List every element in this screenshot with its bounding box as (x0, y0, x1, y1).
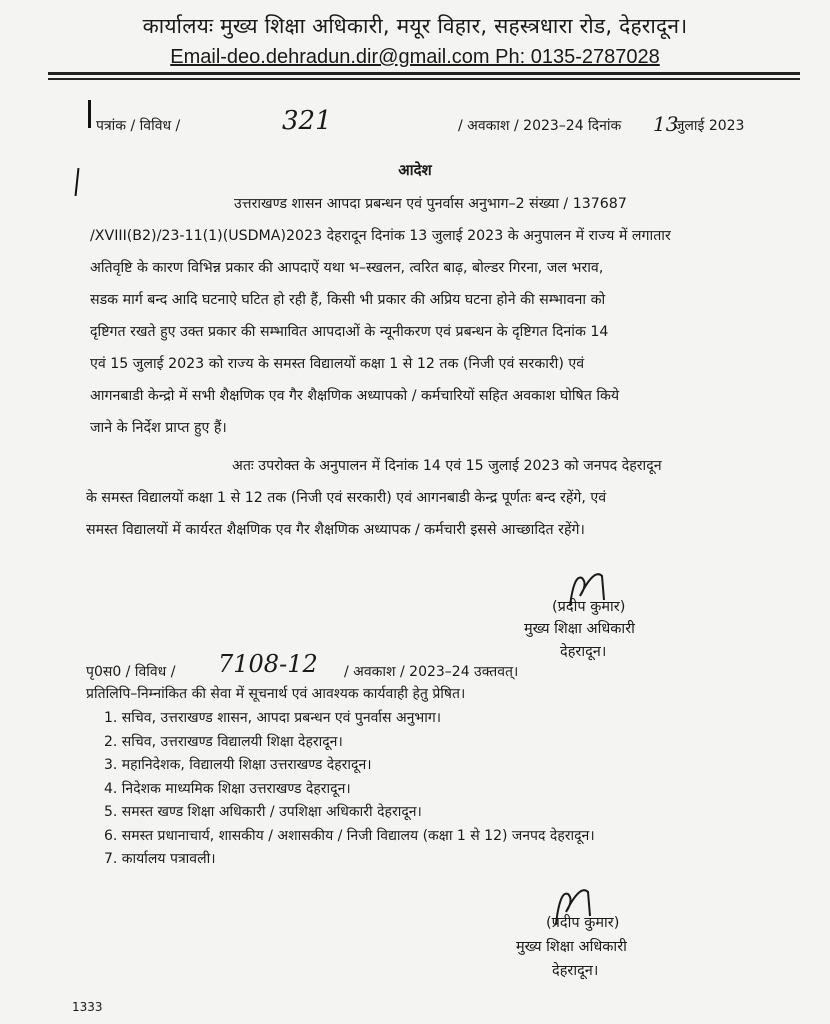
list-item: 5. समस्त खण्ड शिक्षा अधिकारी / उपशिक्षा अधिकारी देहरादून। (104, 804, 422, 820)
paragraph-line: अतिवृष्टि के कारण विभिन्न प्रकार की आपदाऐं यथा भ–स्खलन, त्वरित बाढ़, बोल्डर गिरना, जल भराव, (90, 260, 604, 276)
paragraph-line: आगनबाडी केन्द्रो में सभी शैक्षणिक एव गैर शैक्षणिक अध्यापको / कर्मचारियों सहित अवकाश घोषित किये (90, 388, 620, 404)
list-item: 3. महानिदेशक, विद्यालयी शिक्षा उत्तराखण्ड देहरादून। (104, 757, 372, 773)
paragraph-line: के समस्त विद्यालयों कक्षा 1 से 12 तक (निजी एवं सरकारी) एवं आगनबाडी केन्द्र पूर्णतः बन्द रहेंगे, एवं (86, 490, 607, 506)
header-rule-top (48, 72, 800, 75)
paragraph-line: /XVIII(B2)/23-11(1)(USDMA)2023 देहरादून दिनांक 13 जुलाई 2023 के अनुपालन में राज्य में लगातार (90, 228, 671, 244)
paragraph-line: उत्तराखण्ड शासन आपदा प्रबन्धन एवं पुनर्वास अनुभाग–2 संख्या / 137687 (234, 196, 627, 212)
letter-reference-prefix: पत्रांक / विविध / (96, 118, 181, 134)
header-rule-bottom (48, 78, 800, 80)
order-paragraph-1 (90, 188, 770, 444)
list-item: 1. सचिव, उत्तराखण्ड शासन, आपदा प्रबन्धन एवं पुनर्वास अनुभाग। (104, 710, 442, 726)
date-day-handwritten: 13 (653, 112, 679, 136)
endorsement-suffix: / अवकाश / 2023–24 उक्तवत्। (344, 664, 519, 680)
paragraph-line: सडक मार्ग बन्द आदि घटनाऐ घटित हो रही हैं, किसी भी प्रकार की अप्रिय घटना होने की सम्भावना को (90, 292, 606, 308)
margin-tick-mark (88, 100, 91, 128)
list-item: 7. कार्यालय पत्रावली। (104, 851, 216, 867)
order-paragraph-2 (86, 450, 776, 546)
signatory-place: देहरादून। (552, 963, 599, 979)
paragraph-line: जाने के निर्देश प्राप्त हुए हैं। (90, 420, 227, 436)
contact-line (0, 46, 830, 69)
order-title: आदेश (398, 161, 432, 179)
date-month-year: जुलाई 2023 (674, 118, 745, 134)
signatory-place: देहरादून। (560, 644, 607, 660)
signatory-name: (प्रदीप कुमार) (552, 599, 626, 615)
signatory-designation: मुख्य शिक्षा अधिकारी (524, 621, 635, 637)
list-item: 4. निदेशक माध्यमिक शिक्षा उत्तराखण्ड देहरादून। (104, 780, 351, 797)
email-phone: Email-deo.dehradun.dir@gmail.com Ph: 0135-2787028 (170, 46, 660, 68)
letter-reference-suffix: / अवकाश / 2023–24 दिनांक (458, 118, 622, 134)
copy-to-intro: प्रतिलिपि–निम्नांकित की सेवा में सूचनार्थ एवं आवश्यक कार्यवाही हेतु प्रेषित। (86, 686, 466, 702)
letter-number-handwritten: 321 (282, 106, 332, 136)
signatory-name: (प्रदीप कुमार) (546, 915, 620, 931)
paragraph-line: दृष्टिगत रखते हुए उक्त प्रकार की सम्भावित आपदाओं के न्यूनीकरण एवं प्रबन्धन के दृष्टिगत दिनांक 14 (90, 324, 609, 340)
list-item: 2. सचिव, उत्तराखण्ड विद्यालयी शिक्षा देहरादून। (104, 733, 343, 750)
copy-to-list (104, 707, 595, 872)
list-item: 6. समस्त प्रधानाचार्य, शासकीय / अशासकीय / निजी विद्यालय (कक्षा 1 से 12) जनपद देहरादून। (104, 827, 595, 844)
footer-page-number: 1333 (72, 1000, 103, 1014)
endorsement-prefix: पृ0स0 / विविध / (86, 664, 176, 680)
paragraph-line: एवं 15 जुलाई 2023 को राज्य के समस्त विद्यालयों कक्षा 1 से 12 तक (निजी एवं सरकारी) एवं (90, 356, 585, 372)
paragraph-line: अतः उपरोक्त के अनुपालन में दिनांक 14 एवं 15 जुलाई 2023 को जनपद देहरादून (232, 458, 662, 474)
signatory-designation: मुख्य शिक्षा अधिकारी (516, 939, 627, 955)
endorsement-number-handwritten: 7108-12 (218, 650, 318, 678)
paragraph-line: समस्त विद्यालयों में कार्यरत शैक्षणिक एव गैर शैक्षणिक अध्यापक / कर्मचारी इससे आच्छादित रहेंगे। (86, 522, 585, 538)
office-address: कार्यालयः मुख्य शिक्षा अधिकारी, मयूर विहार, सहस्त्रधारा रोड, देहरादून। (142, 14, 688, 38)
